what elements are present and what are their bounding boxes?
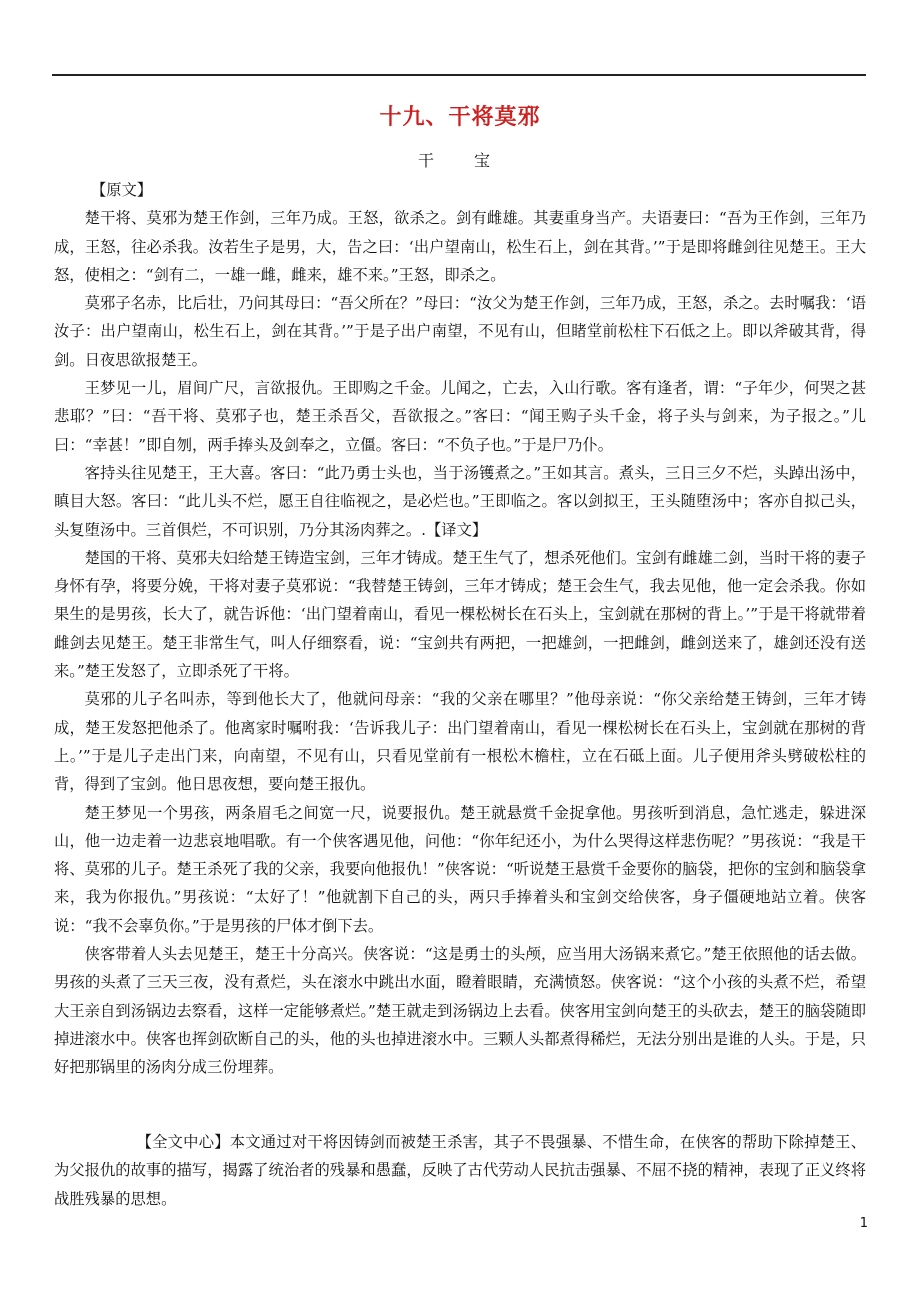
original-paragraph: 楚干将、莫邪为楚王作剑，三年乃成。王怒，欲杀之。剑有雌雄。其妻重身当产。夫语妻曰：“吾为王作剑，三年乃成，王怒，往必杀我。汝若生子是男，大，告之曰：‘出户望南山，松生石上，剑在其背。’”于是即将雌剑往见楚王。王大怒，使相之：“剑有二，一雄一雌，雌来，雄不来。”王怒，即杀之。 bbox=[54, 209, 866, 284]
translation-paragraph: 侠客带着人头去见楚王，楚王十分高兴。侠客说：“这是勇士的头颅，应当用大汤锅来煮它。”楚王依照他的话去做。男孩的头煮了三天三夜，没有煮烂，头在滚水中跳出水面，瞪着眼睛，充满愤怒。侠客说：“这个小孩的头煮不烂，希望大王亲自到汤锅边去察看，这样一定能够煮烂。”楚王就走到汤锅边上去看。侠客用宝剑向楚王的头砍去，楚王的脑袋随即掉进滚水中。侠客也挥剑砍断自己的头，他的头也掉进滚水中。三颗人头都煮得稀烂，无法分别出是谁的人头。于是，只好把那锅里的汤肉分成三份埋葬。 bbox=[54, 945, 866, 1077]
original-heading: 【原文】 bbox=[91, 181, 153, 199]
header-rule bbox=[52, 74, 866, 76]
translation-paragraph: 楚国的干将、莫邪夫妇给楚王铸造宝剑，三年才铸成。楚王生气了，想杀死他们。宝剑有雌雄二剑，当时干将的妻子身怀有孕，将要分娩，干将对妻子莫邪说：“我替楚王铸剑，三年才铸成；楚王会生气，我去见他，他一定会杀我。你如果生的是男孩，长大了，就告诉他：‘出门望着南山，看见一棵松树长在石头上，宝剑就在那树的背上。’”于是干将就带着雌剑去见楚王。楚王非常生气，叫人仔细察看，说：“宝剑共有两把，一把雄剑，一把雌剑，雌剑送来了，雄剑还没有送来。”楚王发怒了，立即杀死了干将。 bbox=[54, 548, 866, 681]
author: 干 宝 bbox=[417, 151, 502, 170]
page-number: 1 bbox=[859, 1216, 868, 1231]
document-body bbox=[54, 176, 866, 1082]
original-paragraph bbox=[54, 459, 866, 544]
translation-heading: 【译文】 bbox=[426, 520, 488, 539]
page-title: 十九、干将莫邪 bbox=[379, 104, 541, 130]
original-paragraph-text: 客持头往见楚王，王大喜。客曰：“此乃勇士头也，当于汤镬煮之。”王如其言。煮头，三日三夕不烂，头踔出汤中，瞋目大怒。客曰：“此儿头不烂，愿王自往临视之，是必烂也。”王即临之。客以剑拟王，王头随堕汤中；客亦自拟己头，头复堕汤中。三首俱烂，不可识别，乃分其汤肉葬之。. bbox=[54, 463, 866, 539]
translation-paragraph: 楚王梦见一个男孩，两条眉毛之间宽一尺，说要报仇。楚王就悬赏千金捉拿他。男孩听到消息，急忙逃走，躲进深山，他一边走着一边悲哀地唱歌。有一个侠客遇见他，问他：“你年纪还小，为什么哭得这样悲伤呢？”男孩说：“我是干将、莫邪的儿子。楚王杀死了我的父亲，我要向他报仇！”侠客说：“听说楚王悬赏千金要你的脑袋，把你的宝剑和脑袋拿来，我为你报仇。”男孩说：“太好了！”他就割下自己的头，两只手捧着头和宝剑交给侠客，身子僵硬地站立着。侠客说：“我不会辜负你。”于是男孩的尸体才倒下去。 bbox=[54, 803, 866, 935]
original-paragraph: 莫邪子名赤，比后壮，乃问其母曰：“吾父所在？”母曰：“汝父为楚王作剑，三年乃成，王怒，杀之。去时嘱我：‘语汝子：出户望南山，松生石上，剑在其背。’”于是子出户南望，不见有山，但睹堂前松柱下石低之上。即以斧破其背，得剑。日夜思欲报楚王。 bbox=[54, 294, 866, 369]
summary-paragraph: 【全文中心】本文通过对干将因铸剑而被楚王杀害，其子不畏强暴、不惜生命，在侠客的帮助下除掉楚王、为父报仇的故事的描写，揭露了统治者的残暴和愚蠢，反映了古代劳动人民抗击强暴、不屈不挠的精神，表现了正义终将战胜残暴的思想。 bbox=[54, 1133, 866, 1208]
translation-paragraph: 莫邪的儿子名叫赤，等到他长大了，他就问母亲：“我的父亲在哪里？”他母亲说：“你父亲给楚王铸剑，三年才铸成，楚王发怒把他杀了。他离家时嘱咐我：‘告诉我儿子：出门望着南山，看见一棵松树长在石头上，宝剑就在那树的背上。’”于是儿子走出门来，向南望，不见有山，只看见堂前有一根松木檐柱，立在石砥上面。儿子便用斧头劈破松柱的背，得到了宝剑。他日思夜想，要向楚王报仇。 bbox=[54, 690, 866, 794]
original-paragraph: 王梦见一儿，眉间广尺，言欲报仇。王即购之千金。儿闻之，亡去，入山行歌。客有逢者，谓：“子年少，何哭之甚悲耶？”曰：“吾干将、莫邪子也，楚王杀吾父，吾欲报之。”客曰：“闻王购子头千金，将子头与剑来，为子报之。”儿曰：“幸甚！”即自刎，两手捧头及剑奉之，立僵。客曰：“不负子也。”于是尸乃仆。 bbox=[54, 379, 866, 454]
